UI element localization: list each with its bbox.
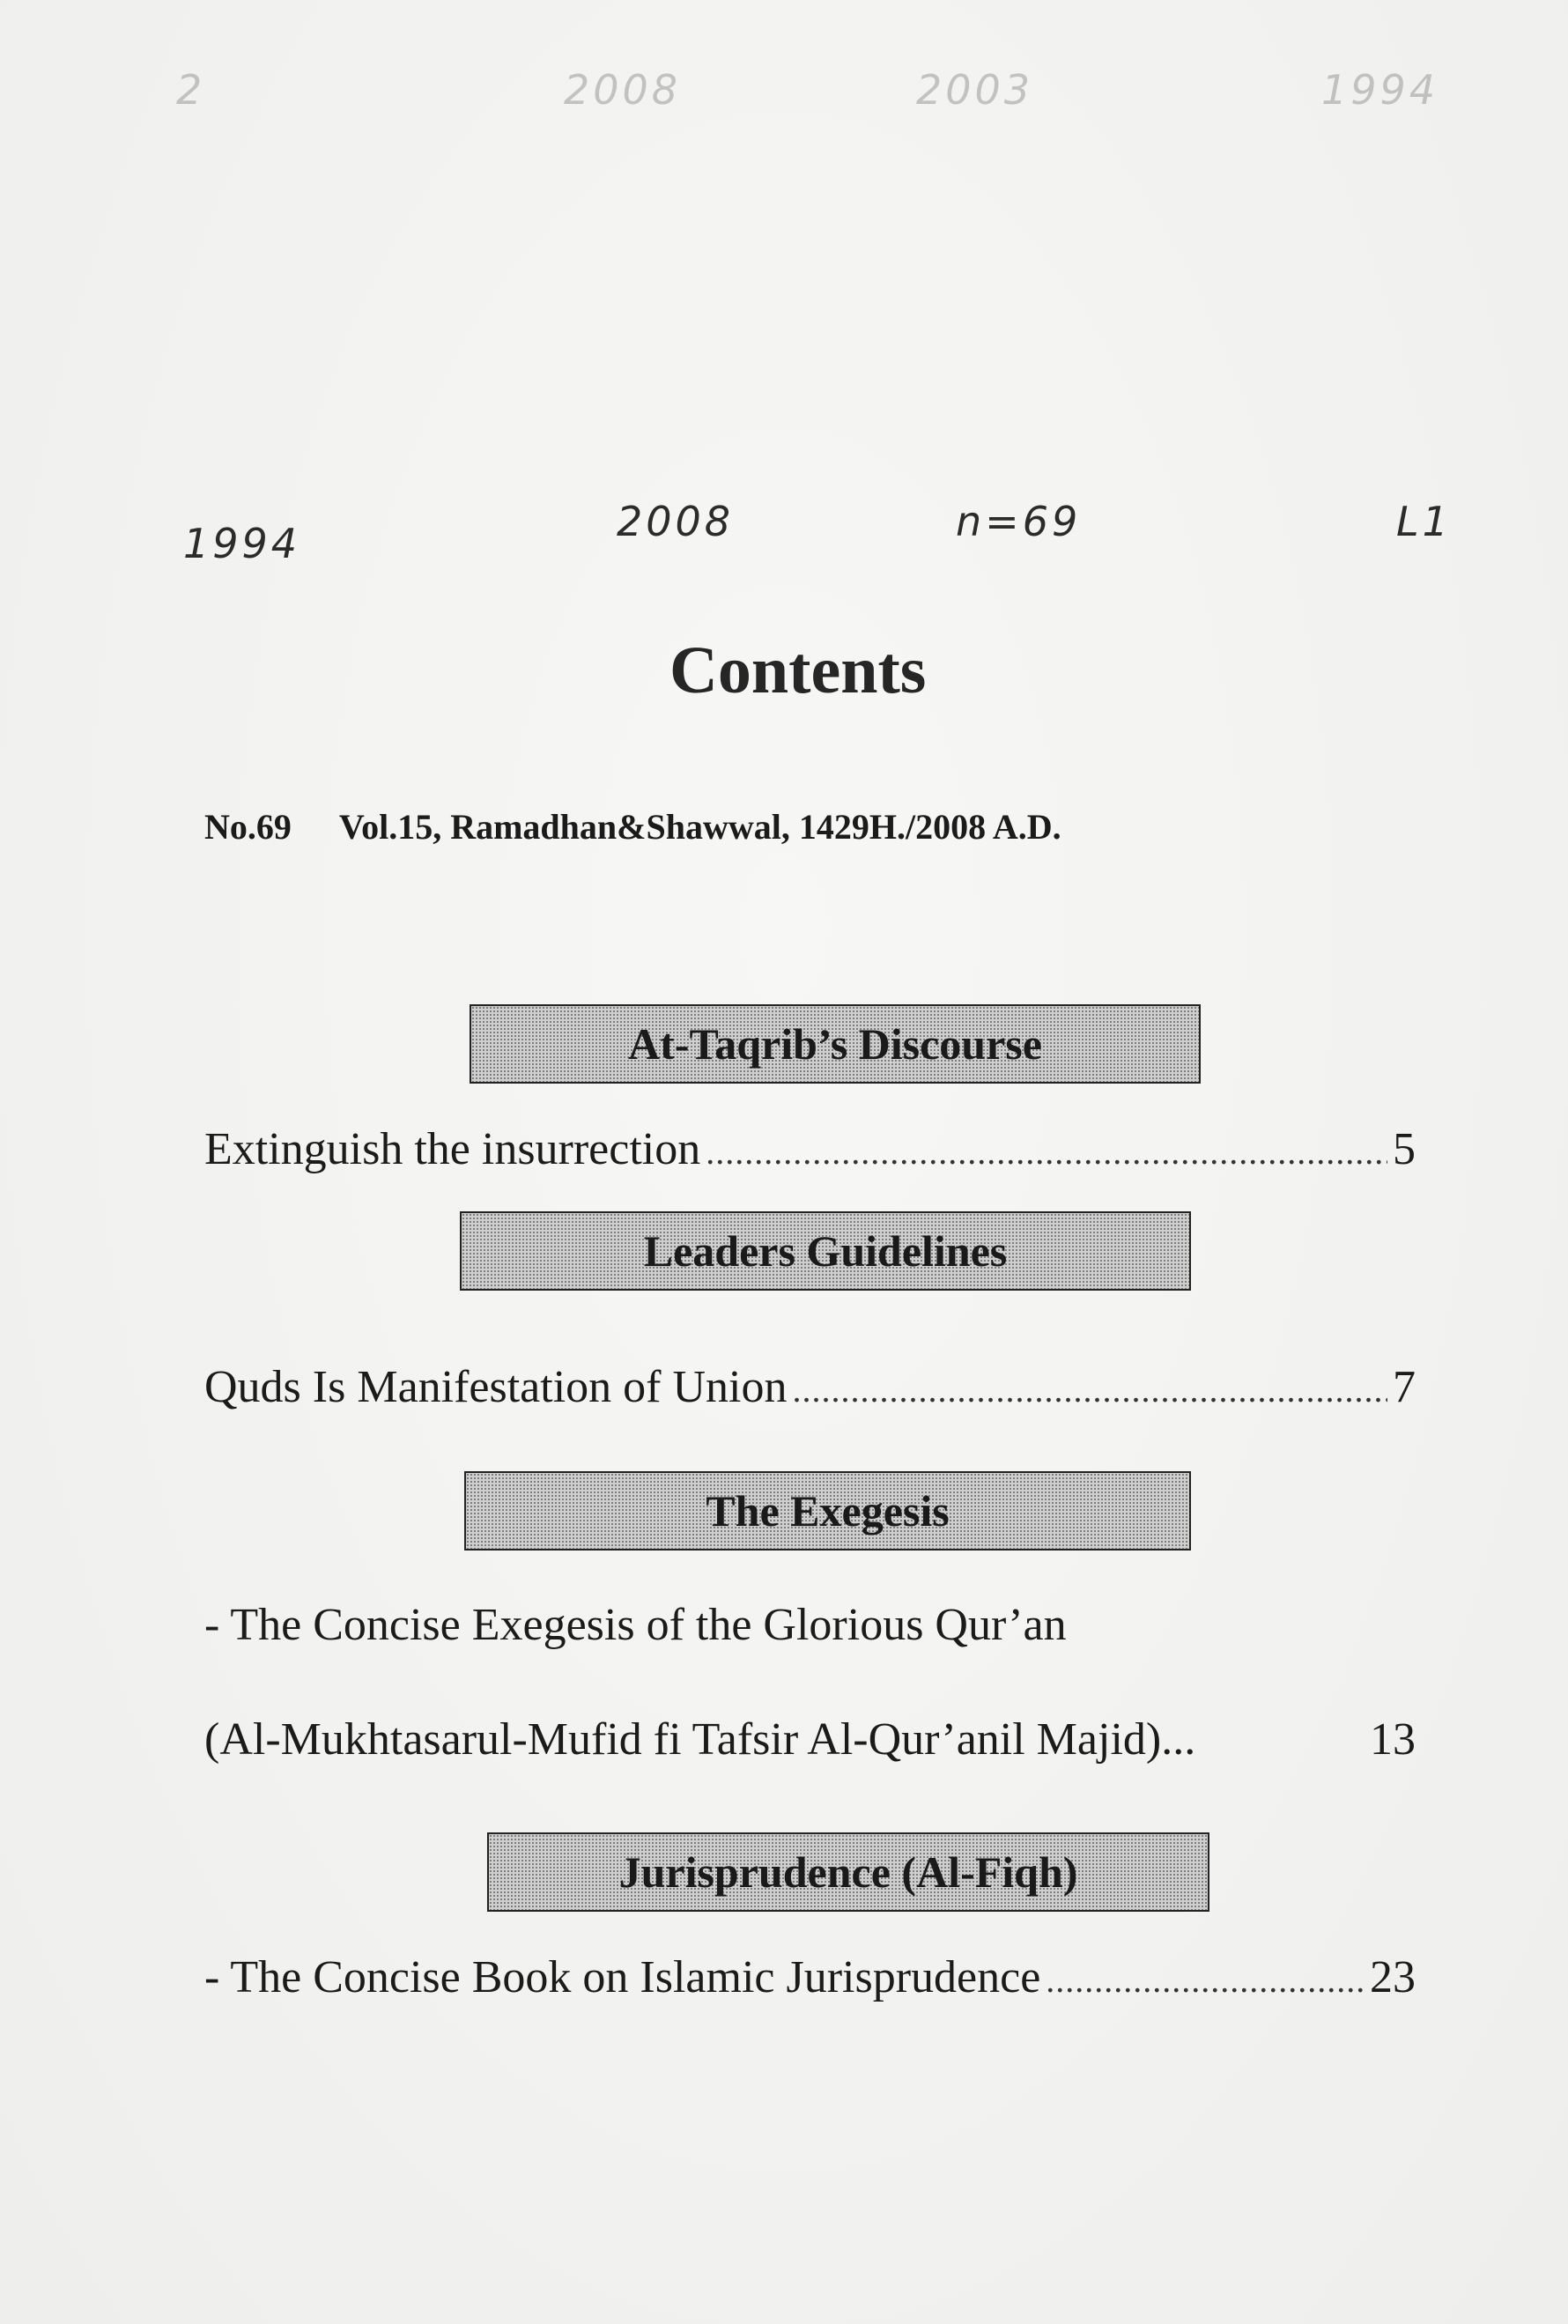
toc-entry-title: - The Concise Book on Islamic Jurisprudence xyxy=(204,1952,1041,2002)
section-heading-box xyxy=(460,1211,1191,1291)
toc-entry-page: 13 xyxy=(1370,1714,1416,1765)
leader-dots xyxy=(792,1369,1387,1410)
handwritten-code-note: L1 xyxy=(1396,498,1452,545)
leader-dots xyxy=(706,1131,1387,1173)
handwritten-top-note: 1994 xyxy=(1321,66,1439,114)
section-heading-box xyxy=(470,1004,1201,1084)
toc-entry-title: Extinguish the insurrection xyxy=(204,1124,701,1174)
section-heading: The Exegesis xyxy=(706,1486,950,1536)
handwritten-top-note: 2 xyxy=(176,66,206,114)
toc-entry[interactable] xyxy=(204,1361,1416,1413)
page-title: Contents xyxy=(669,633,927,707)
toc-entry[interactable] xyxy=(204,1713,1416,1765)
toc-entry-page: 7 xyxy=(1393,1362,1416,1412)
section-heading-box xyxy=(487,1832,1209,1912)
toc-entry-title: Quds Is Manifestation of Union xyxy=(204,1362,788,1412)
toc-entry[interactable] xyxy=(204,1123,1416,1175)
issue-info xyxy=(204,806,1109,847)
leader-dots-short: ... xyxy=(1161,1714,1196,1765)
issue-number: No.69 xyxy=(204,807,292,847)
toc-entry-page: 23 xyxy=(1370,1952,1416,2002)
handwritten-year-note: 1994 xyxy=(183,520,301,567)
section-heading: At-Taqrib’s Discourse xyxy=(628,1019,1042,1069)
handwritten-number-note: n=69 xyxy=(956,498,1082,545)
section-heading: Leaders Guidelines xyxy=(643,1226,1008,1276)
toc-entry-page: 5 xyxy=(1393,1124,1416,1174)
handwritten-top-note: 2008 xyxy=(564,66,682,114)
section-heading: Jurisprudence (Al-Fiqh) xyxy=(618,1847,1078,1897)
section-heading-box xyxy=(464,1471,1191,1551)
toc-entry-title[interactable]: - The Concise Exegesis of the Glorious Qur’an xyxy=(204,1600,1067,1650)
issue-volume: Vol.15, Ramadhan&Shawwal, 1429H./2008 A.D. xyxy=(338,807,1061,847)
toc-entry-title-cont: (Al-Mukhtasarul-Mufid fi Tafsir Al-Qur’anil Majid) xyxy=(204,1714,1162,1765)
handwritten-top-note: 2003 xyxy=(916,66,1034,114)
leader-dots xyxy=(1046,1959,1365,2001)
toc-entry[interactable] xyxy=(204,1951,1416,2003)
handwritten-issue-year: 2008 xyxy=(617,498,735,545)
